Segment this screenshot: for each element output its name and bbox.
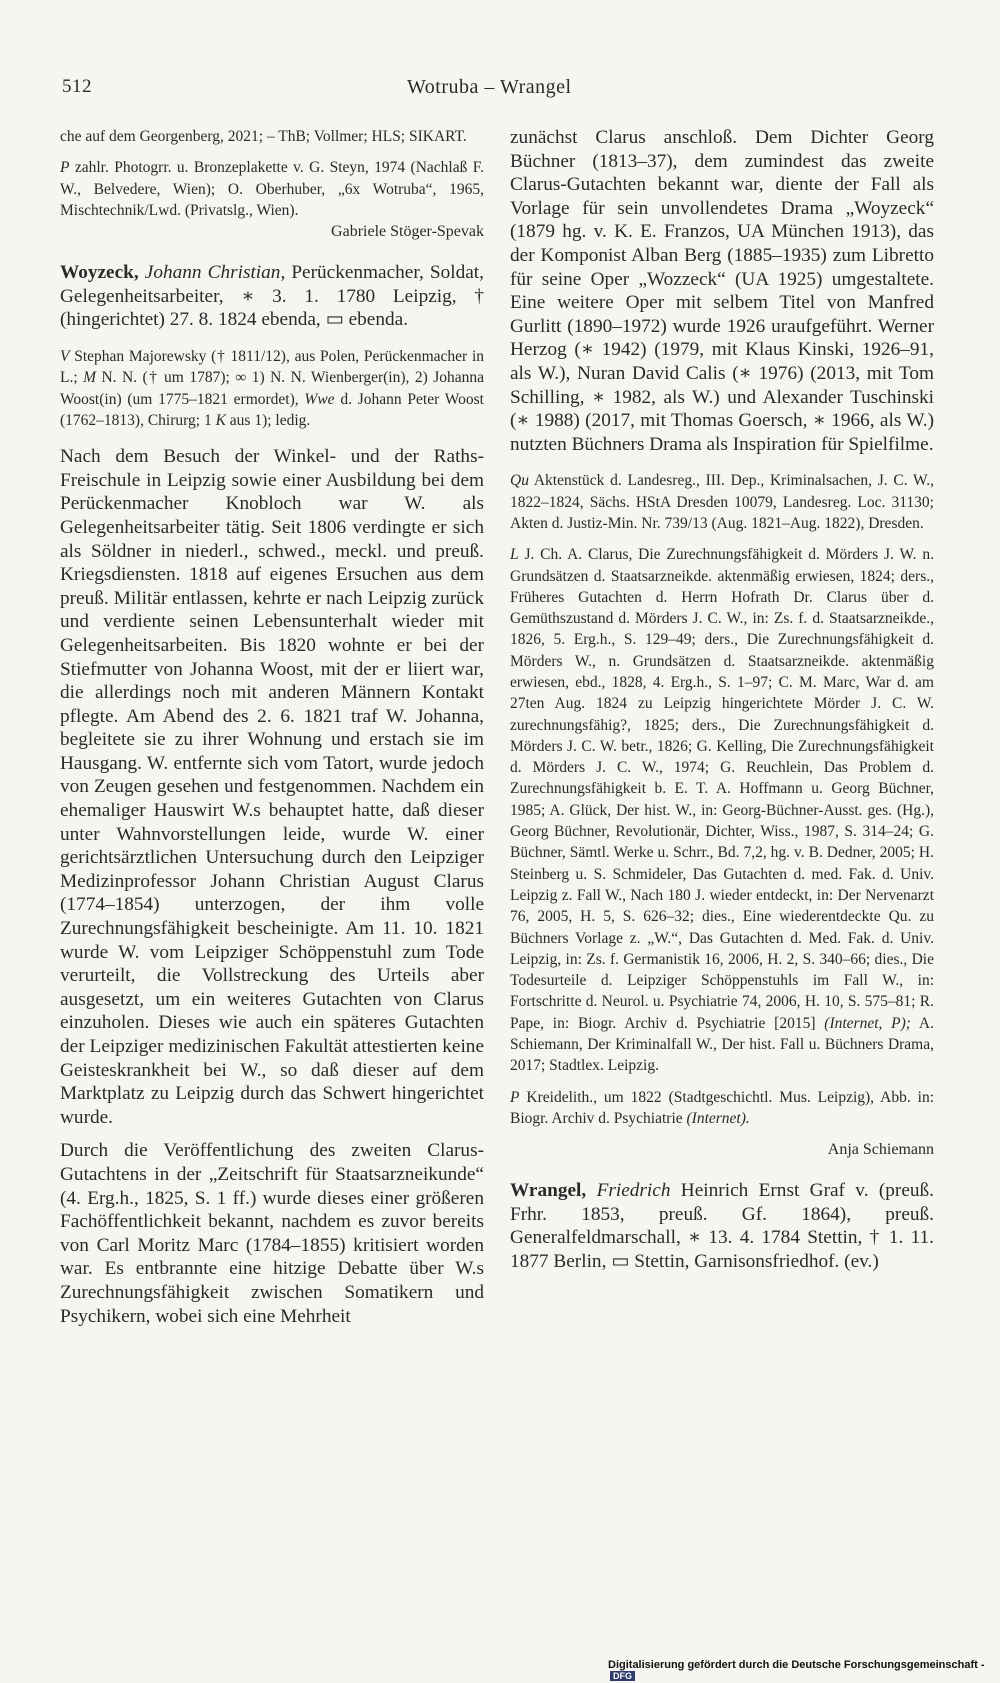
literature-text-2: A. Schiemann, Der Kriminalfall W., Der hist. Fall u. Büchners Drama, 2017; Stadtlex. Leipzig. bbox=[510, 1014, 934, 1075]
widow-label: Wwe bbox=[298, 390, 335, 408]
woyzeck-literature bbox=[510, 544, 934, 1076]
credit-text: Digitalisierung gefördert durch die Deutsche Forschungsgemeinschaft - bbox=[608, 1659, 985, 1671]
wrangel-headword bbox=[510, 1179, 934, 1273]
wotruba-portraits bbox=[60, 157, 484, 221]
literature-text-1: J. Ch. A. Clarus, Die Zurechnungsfähigkeit d. Mörders J. W. n. Grundsätzen d. Staatsarzneikde. aktenmäßig erwiesen, 1824; ders., Früheres Gutachten d. Herrn Hofrath Dr. Clarus über d. Gemüthszustand d. Mörders J. C. W., in: Zs. f. d. Staatsarzneikde., 1826, 5. Erg.h., S. 129–49; ders., Die Zurechnungsfähigkeit d. Mörders W., n. Grundsätzen d. Staatsarzneikde. aktenmäßig erwiesen, ebd., 1828, 4. Erg.h., S. 1–97; C. M. Marc, War d. am 27ten Aug. 1824 zu Leipzig hingerichtete Mörder J. C. W. zurechnungsfähig?, 1825; ders., Die Zurechnungsfähigkeit d. Mörders J. C. W. betr., 1826; G. Kelling, Die Zurechnungsfähigkeit d. Mörders J. C. W., 1974; G. Reuchlein, Das Problem d. Zurechnungsfähigkeit b. E. T. A. Hoffmann u. Georg Büchner, 1985; A. Glück, Der hist. W., in: Georg-Büchner-Ausst. ges. (Hg.), Georg Büchner, Revolutionär, Dichter, Wiss., 1987, S. 314–24; G. Büchner, Sämtl. Werke u. Schrr., Bd. 7,2, hg. v. B. Dedner, 2005; H. Steinberg u. S. Schmideler, Das Gutachten d. med. Fak. d. Univ. Leipzig z. Fall W., Nach 180 J. wieder entdeckt, in: Der Nervenarzt 76, 2005, H. 5, S. 626–32; dies., Eine wiederentdeckte Qu. zu Büchners Vorlage z. „W.“, Das Gutachten d. Med. Fak. d. Univ. Leipzig, in: Zs. f. Germanistik 16, 2006, H. 2, S. 340–66; dies., Die Todesurteile d. Leipziger Schöppenstuhls im Fall W., in: Fortschritte d. Neurol. u. Psychiatrie 74, 2006, H. 10, S. 575–81; R. Pape, in: Biogr. Archiv d. Psychiatrie [2015] bbox=[510, 546, 934, 1032]
sources-label: Qu bbox=[510, 472, 529, 490]
sources-text: Aktenstück d. Landesreg., III. Dep., Kriminalsachen, J. C. W., 1822–1824, Sächs. HStA Dresden 10079, Landesreg. Loc. 31130; Akten d. Justiz-Min. Nr. 739/13 (Aug. 1821–Aug. 1822), Dresden. bbox=[510, 472, 934, 532]
woyzeck-portraits bbox=[510, 1087, 934, 1130]
children-text: aus 1); ledig. bbox=[225, 411, 311, 429]
children-label: K bbox=[211, 411, 226, 429]
woyzeck-body-continuation: zunächst Clarus anschloß. Dem Dichter Georg Büchner (1813–37), dem zumindest das zweite Clarus-Gutachten bekannt war, diente der Fall als Vorlage für sein unvollendetes Drama „Woyzeck“ (1879 hg. v. K. E. Franzos, UA München 1913), das der Komponist Alban Berg (1885–1935) zum Libretto für seine Oper „Wozzeck“ (UA 1925) umgestaltete. Eine weitere Oper mit selbem Titel von Manfred Gurlitt (1890–1972) wurde 1926 uraufgeführt. Werner Herzog (∗ 1942) (1979, mit Klaus Kinski, 1926–91, als W.), Nuran David Calis (∗ 1976) (2013, mit Tom Schilling, ∗ 1982, als W.) und Alexander Tuschinski (∗ 1988) (2017, mit Thomas Goersch, ∗ 1966, als W.) nutzten Büchners Drama als Inspiration für Spielfilme. bbox=[510, 127, 934, 455]
wotruba-author: Gabriele Stöger-Spevak bbox=[331, 223, 484, 241]
wrangel-surname: Wrangel, bbox=[510, 1180, 587, 1202]
left-column bbox=[60, 126, 484, 1328]
woyzeck-headword bbox=[60, 261, 484, 332]
woyzeck-head-text: Perückenmacher, Soldat, Gelegenheitsarbeiter, ∗ 3. 1. 1780 Leipzig, † (hingerichtet) 27. 8. 1824 ebenda, ▭ ebenda. bbox=[60, 262, 484, 331]
literature-label: L bbox=[510, 546, 519, 564]
page-number: 512 bbox=[62, 76, 92, 97]
portraits-text-2: Kreidelith., um 1822 (Stadtgeschichtl. Mus. Leipzig), Abb. in: Biogr. Archiv d. Psychiatrie bbox=[510, 1088, 934, 1127]
portraits-label-2: P bbox=[510, 1088, 520, 1106]
widow-text: d. Johann Peter Woost (1762–1813), Chirurg; 1 bbox=[60, 390, 484, 429]
page-header bbox=[0, 76, 1000, 106]
running-head: Wotruba – Wrangel bbox=[407, 76, 572, 98]
woyzeck-family bbox=[60, 346, 484, 431]
wotruba-literature-tail: che auf dem Georgenberg, 2021; – ThB; Vollmer; HLS; SIKART. bbox=[60, 128, 467, 145]
woyzeck-given-names: Johann Christian, bbox=[138, 262, 286, 284]
woyzeck-author: Anja Schiemann bbox=[827, 1141, 934, 1159]
right-column bbox=[510, 126, 934, 1274]
wrangel-given-name: Friedrich bbox=[586, 1180, 671, 1202]
mother-text: N. N. († um 1787); ∞ 1) N. N. Wienberger(in), 2) Johanna Woost(in) (um 1775–1821 ermordet), bbox=[60, 369, 484, 408]
mother-label: M bbox=[77, 369, 97, 387]
woyzeck-body-paragraph-2: Durch die Veröffentlichung des zweiten Clarus-Gutachtens in der „Zeitschrift für Staatsarzneikunde“ (4. Erg.h., 1825, S. 1 ff.) wurde dieses einer größeren Fachöffentlichkeit bekannt, nachdem es zuvor bereits von Carl Moritz Marc (1784–1855) kritisiert worden war. Es entbrannte eine hitzige Debatte über W.s Zurechnungsfähigkeit zwischen Somatikern und Psychikern, wobei sich eine Mehrheit bbox=[60, 1140, 484, 1327]
father-label: V bbox=[60, 347, 70, 365]
portraits-internet-ref: (Internet). bbox=[682, 1109, 750, 1127]
wrangel-head-text: Heinrich Ernst Graf v. (preuß. Frhr. 1853, preuß. Gf. 1864), preuß. Generalfeldmarschall, ∗ 13. 4. 1784 Stettin, † 1. 11. 1877 Berlin, ▭ Stettin, Garnisonsfriedhof. (ev.) bbox=[510, 1180, 934, 1272]
portraits-text: zahlr. Photogrr. u. Bronzeplakette v. G. Steyn, 1974 (Nachlaß F. W., Belvedere, Wien); O. Oberhuber, „6x Wotruba“, 1965, Mischtechnik/Lwd. (Privatslg., Wien). bbox=[60, 159, 484, 219]
dfg-logo: DFG bbox=[610, 1671, 635, 1681]
woyzeck-surname: Woyzeck, bbox=[60, 262, 139, 284]
woyzeck-body-paragraph-1: Nach dem Besuch der Winkel- und der Raths-Freischule in Leipzig sowie einer Ausbildung bei dem Perückenmacher Knobloch war W. als Gelegenheitsarbeiter tätig. Seit 1806 verdingte er sich als Söldner in niederl., schwed., meckl. und preuß. Kriegsdiensten. 1818 auf eigenes Ersuchen aus dem preuß. Militär entlassen, kehrte er nach Leipzig zurück und verdiente seinen Lebensunterhalt wieder mit Gelegenheitsarbeiten. Bis 1820 wohnte er bei der Stiefmutter von Johanna Woost, mit der er liiert war, die allerdings noch mit anderen Männern Kontakt pflegte. Am Abend des 2. 6. 1821 traf W. Johanna, begleitete sie zu ihrer Wohnung und erstach sie im Hausgang. W. entfernte sich vom Tatort, wurde jedoch von Zeugen gesehen und festgenommen. Nachdem ein ehemaliger Hauswirt W.s behauptet hatte, daß dieser unter Wahnvorstellungen leide, wurde W. einer gerichtsärztlichen Untersuchung durch den Leipziger Medizinprofessor Johann Christian August Clarus (1774–1854) unterzogen, der ihm volle Zurechnungsfähigkeit bescheinigte. Am 11. 10. 1821 wurde W. vom Leipziger Schöppenstuhl zum Tode verurteilt, die Vollstreckung des Urteils aber ausgesetzt, um ein weiteres Gutachten von Clarus einzuholen. Dieses wie auch ein späteres Gutachten der Leipziger medizinischen Fakultät attestierten keine Geisteskrankheit bei W., so daß dieser auf dem Marktplatz zu Leipzig durch das Schwert hingerichtet wurde. bbox=[60, 446, 484, 1128]
literature-internet-ref: (Internet, P); bbox=[815, 1014, 911, 1032]
woyzeck-sources bbox=[510, 470, 934, 534]
digitization-credit bbox=[608, 1659, 1000, 1683]
father-text: Stephan Majorewsky († 1811/12), aus Polen, Perückenmacher in L.; bbox=[60, 347, 484, 387]
portraits-label: P bbox=[60, 159, 70, 177]
